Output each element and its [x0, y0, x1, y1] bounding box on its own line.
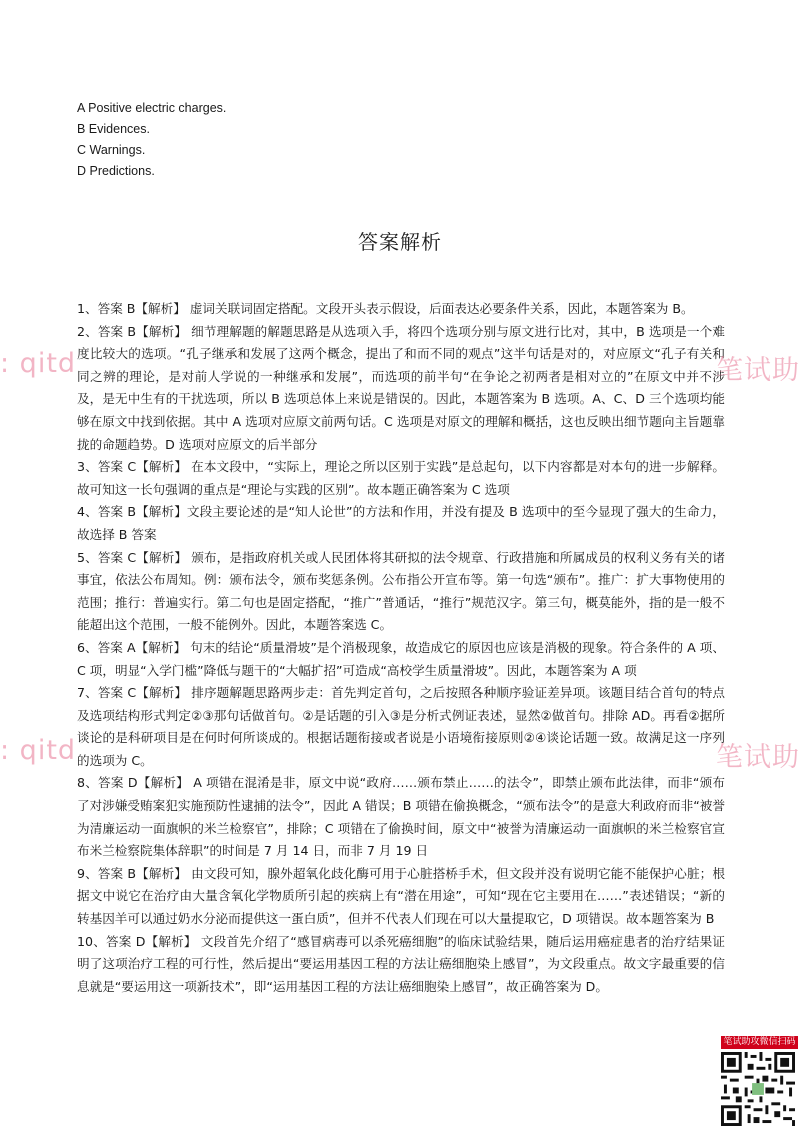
- answer-list: [77, 298, 725, 998]
- qr-code-icon: [721, 1052, 795, 1126]
- qr-label: 笔试助攻微信扫码: [721, 1036, 798, 1049]
- answer-item: 9、答案 B【解析】 由文段可知，腺外超氧化歧化酶可用于心脏搭桥手术，但文段并没有说明它能不能保护心脏；根据文中说它在治疗由大量含氧化学物质所引起的疾病上有“潜在用途”，可知“现在它主要用在……”表述错误；“新的转基因羊可以通过奶水分泌而提供这一蛋白质”，但并不代表人们现在可以大量提取它，D 项错误。故本题答案为 B: [77, 865, 725, 927]
- option-c: C Warnings.: [77, 143, 146, 157]
- watermark-right: 笔试助: [716, 355, 800, 386]
- watermark-left: : qitd: [0, 348, 77, 379]
- answer-item: 8、答案 D【解析】 A 项错在混淆是非，原文中说“政府……颁布禁止……的法令”，即禁止颁布此法律，而非“颁布了对涉嫌受贿案犯实施预防性逮捕的法令”，因此 A 错误；B 项错在偷换概念，“颁布法令”的是意大利政府而非“被誉为清廉运动一面旗帜的米兰检察官”，排除；C 项错在了偷换时间，原文中“被誉为清廉运动一面旗帜的米兰检察官宣布米兰检察院集体辞职”的时间是 7 月 14 日，而非 7 月 19 日: [77, 775, 725, 859]
- answer-item: 5、答案 C【解析】 颁布，是指政府机关或人民团体将其研拟的法令规章、行政措施和所属成员的权利义务有关的诸事宜，依法公布周知。例：颁布法令，颁布奖惩条例。公布指公开宣布等。第一句选“颁布”。推广：扩大事物使用的范围；推行：普遍实行。第二句也是固定搭配，“推广”普通话，“推行”规范汉字。第三句，概莫能外，指的是一般不能超出这个范围，一般不能例外。因此，本题答案选 C。: [77, 549, 725, 633]
- answer-item: 7、答案 C【解析】 排序题解题思路两步走：首先判定首句，之后按照各种顺序验证差异项。该题目结合首句的特点及选项结构形式判定②③那句话做首句。②是话题的引入③是分析式例证表述，显然②做首句。排除 AD。再看②据所谈论的是科研项目是在何时何所谈成的。根据话题衔接或者说是小语境衔接原则②④谈论话题一致。故满足这一序列的选项为 C。: [77, 685, 725, 768]
- answer-item: 10、答案 D【解析】 文段首先介绍了“感冒病毒可以杀死癌细胞”的临床试验结果，随后运用癌症患者的治疗结果证明了这项治疗工程的可行性，然后提出“要运用基因工程的方法让癌细胞染上感冒”，为文段重点。故文字最重要的信息就是“要运用这一项新技术”，即“运用基因工程的方法让癌细胞染上感冒”，故正确答案为 D。: [77, 933, 725, 994]
- qr-code-box: [721, 1036, 798, 1126]
- question-options: [77, 98, 226, 182]
- option-d: D Predictions.: [77, 164, 155, 178]
- option-b: B Evidences.: [77, 122, 150, 136]
- watermark-left: : qitd: [0, 735, 77, 766]
- answer-item: 3、答案 C【解析】 在本文段中，“实际上，理论之所以区别于实践”是总起句，以下内容都是对本句的进一步解释。故可知这一长句强调的重点是“理论与实践的区别”。故本题正确答案为 C 选项: [77, 459, 725, 497]
- answer-item: 2、答案 B【解析】 细节理解题的解题思路是从选项入手，将四个选项分别与原文进行比对，其中，B 选项是一个难度比较大的选项。“孔子继承和发展了这两个概念，提出了和而不同的观点”这半句话是对的，对应原文“孔子有关和同之辨的理论，是对前人学说的一种继承和发展”，而选项的前半句“在争论之初两者是相对立的”在原文中并不涉及，是无中生有的干扰选项，所以 B 选项总体上来说是错误的。因此，本题答案为 B 选项。A、C、D 三个选项均能够在原文中找到依据。其中 A 选项对应原文前两句话。C 选项是对原文的理解和概括，这也反映出细节题向主旨题靠拢的命题趋势。D 选项对应原文的后半部分: [77, 323, 725, 452]
- section-title: 答案解析: [358, 230, 442, 254]
- answer-item: 4、答案 B【解析】文段主要论述的是“知人论世”的方法和作用，并没有提及 B 选项中的至今显现了强大的生命力，故选择 B 答案: [77, 504, 725, 542]
- option-a: A Positive electric charges.: [77, 101, 227, 115]
- watermark-right: 笔试助: [716, 742, 800, 773]
- answer-item: 1、答案 B【解析】 虚词关联词固定搭配。文段开头表示假设，后面表达必要条件关系，因此，本题答案为 B。: [77, 301, 694, 316]
- answer-item: 6、答案 A【解析】 句末的结论“质量滑坡”是个消极现象，故造成它的原因也应该是消极的现象。符合条件的 A 项、C 项，明显“入学门槛”降低与题干的“大幅扩招”可造成“高校学生质量滑坡”。因此，本题答案为 A 项: [77, 639, 725, 678]
